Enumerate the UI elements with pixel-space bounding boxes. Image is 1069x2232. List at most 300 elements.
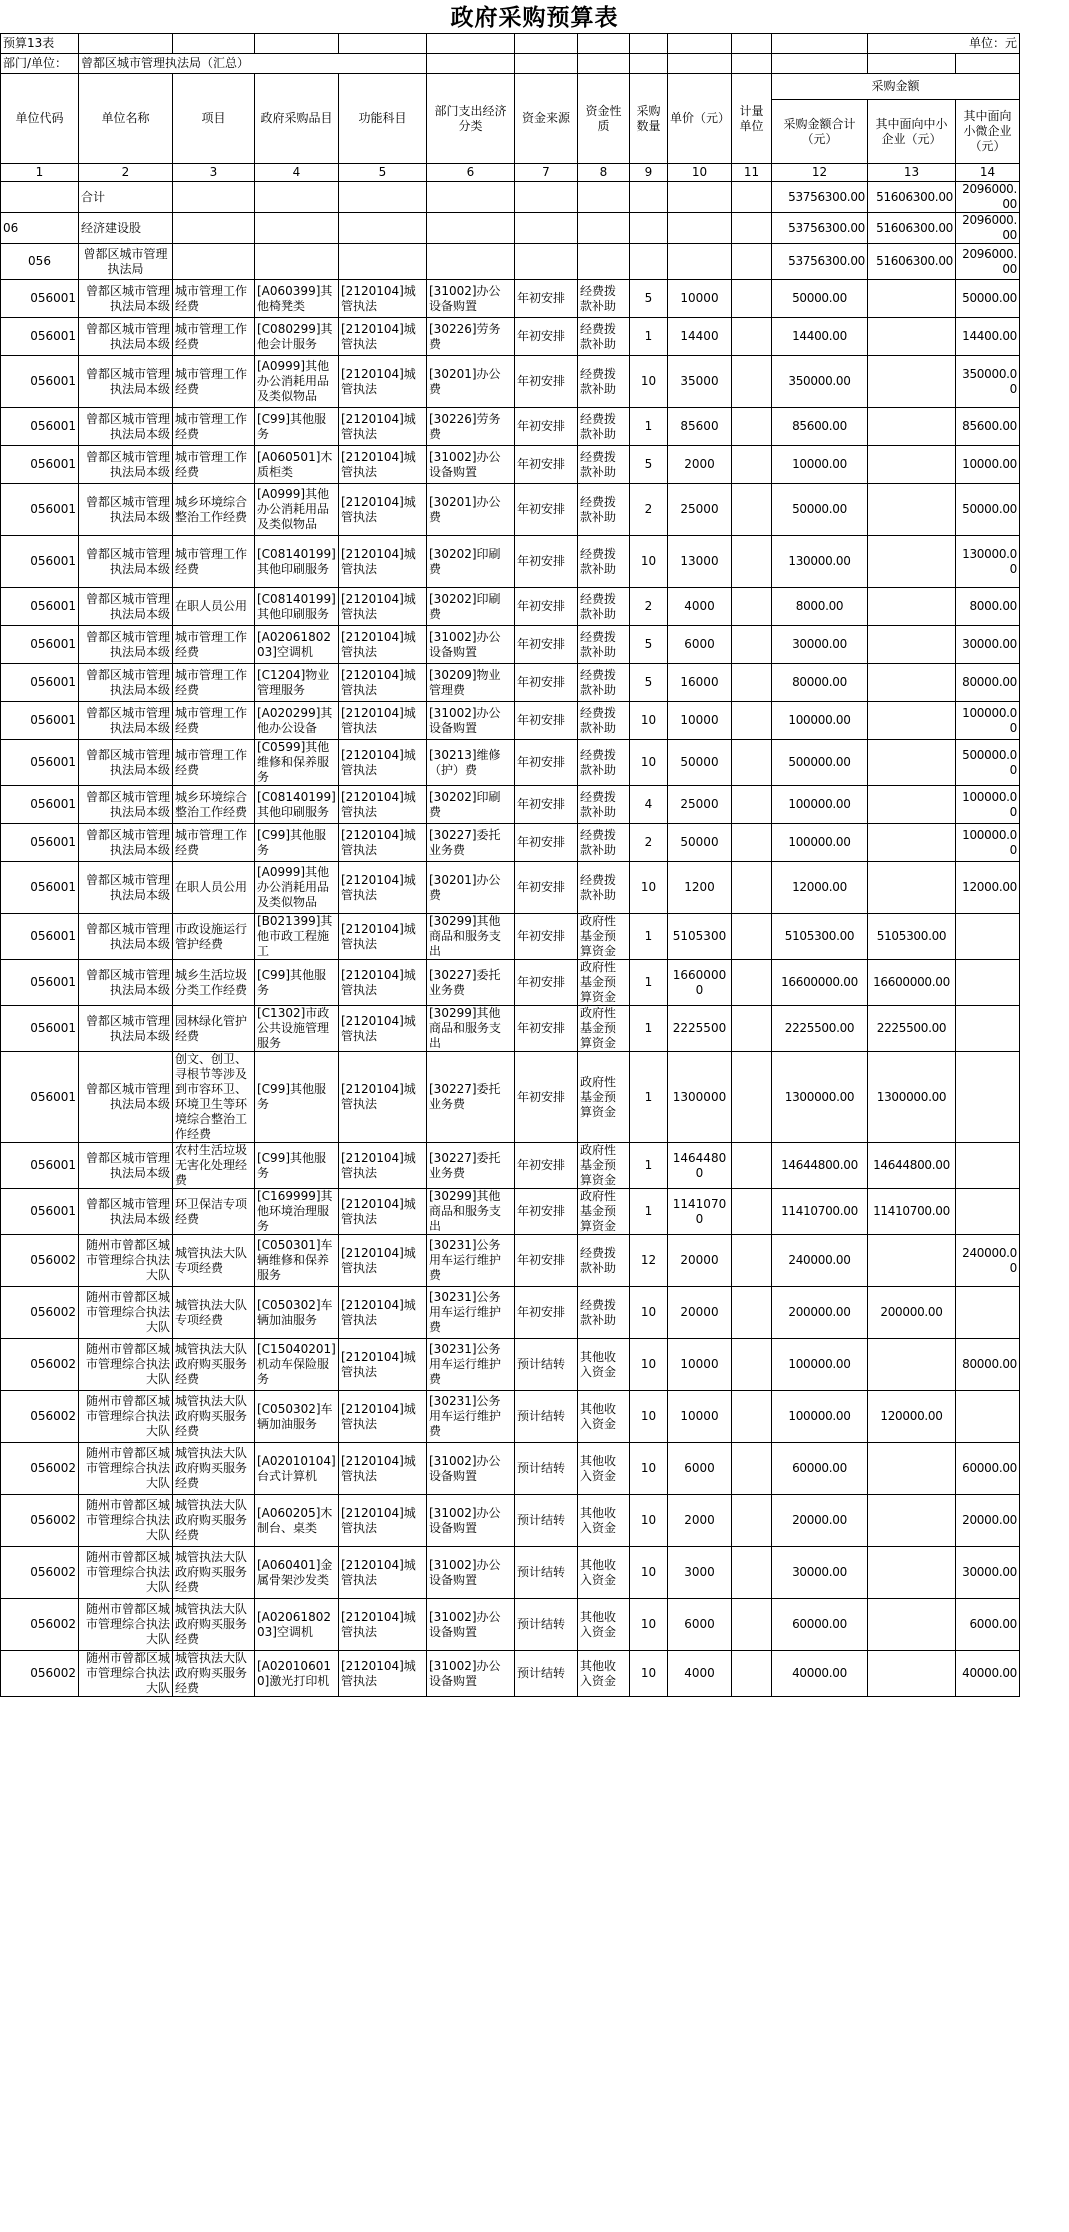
row-amount-sme <box>868 318 956 356</box>
row-econ-class: [30209]物业管理费 <box>427 664 515 702</box>
row-gov-item: [C08140199]其他印刷服务 <box>255 588 339 626</box>
header-project: 项目 <box>173 74 255 164</box>
summary-row <box>1 182 1020 213</box>
row-unit-name: 曾都区城市管理执法局本级 <box>79 824 173 862</box>
row-amount-total: 100000.00 <box>772 1339 868 1391</box>
row-price: 2225500 <box>668 1006 732 1052</box>
row-price: 10000 <box>668 1339 732 1391</box>
row-econ-class: [31002]办公设备购置 <box>427 626 515 664</box>
row-project: 在职人员公用 <box>173 588 255 626</box>
header-gov-item: 政府采购品目 <box>255 74 339 164</box>
row-gov-item: [C050302]车辆加油服务 <box>255 1391 339 1443</box>
row-quantity: 1 <box>630 1143 668 1189</box>
row-project: 城乡环境综合整治工作经费 <box>173 484 255 536</box>
row-unit-code: 056001 <box>1 1006 79 1052</box>
row-func-subject: [2120104]城管执法 <box>339 914 427 960</box>
row-func-subject: [2120104]城管执法 <box>339 280 427 318</box>
row-unit-code: 056001 <box>1 484 79 536</box>
row-unit-name: 曾都区城市管理执法局本级 <box>79 862 173 914</box>
row-fund-nature: 经费拨款补助 <box>578 862 630 914</box>
row-project: 农村生活垃圾无害化处理经费 <box>173 1143 255 1189</box>
row-fund-nature: 经费拨款补助 <box>578 588 630 626</box>
row-amount-micro: 100000.00 <box>956 702 1020 740</box>
row-amount-total: 30000.00 <box>772 626 868 664</box>
header-unit-name: 单位名称 <box>79 74 173 164</box>
row-price: 10000 <box>668 702 732 740</box>
row-measure-unit <box>732 356 772 408</box>
meta-row <box>1 34 1020 54</box>
row-unit-name: 随州市曾都区城市管理综合执法大队 <box>79 1339 173 1391</box>
row-fund-nature: 政府性基金预算资金 <box>578 1006 630 1052</box>
row-quantity: 1 <box>630 318 668 356</box>
row-econ-class: [30213]维修（护）费 <box>427 740 515 786</box>
header-func-subject: 功能科目 <box>339 74 427 164</box>
row-func-subject: [2120104]城管执法 <box>339 1287 427 1339</box>
row-project: 城管执法大队政府购买服务经费 <box>173 1599 255 1651</box>
row-gov-item: [A060501]木质柜类 <box>255 446 339 484</box>
row-amount-total: 50000.00 <box>772 484 868 536</box>
row-fund-nature: 经费拨款补助 <box>578 356 630 408</box>
row-fund-source: 年初安排 <box>515 626 578 664</box>
header-amount-micro: 其中面向小微企业（元） <box>956 100 1020 164</box>
row-amount-micro <box>956 1287 1020 1339</box>
empty-cell <box>515 182 578 213</box>
row-price: 6000 <box>668 1599 732 1651</box>
row-amount-total: 200000.00 <box>772 1287 868 1339</box>
row-measure-unit <box>732 408 772 446</box>
empty-cell <box>668 213 732 244</box>
row-price: 3000 <box>668 1547 732 1599</box>
row-price: 25000 <box>668 786 732 824</box>
row-quantity: 10 <box>630 1287 668 1339</box>
row-gov-item: [C99]其他服务 <box>255 1143 339 1189</box>
row-gov-item: [A0999]其他办公消耗用品及类似物品 <box>255 862 339 914</box>
row-fund-nature: 经费拨款补助 <box>578 280 630 318</box>
row-gov-item: [C0599]其他维修和保养服务 <box>255 740 339 786</box>
row-fund-nature: 经费拨款补助 <box>578 664 630 702</box>
empty-cell <box>339 213 427 244</box>
row-measure-unit <box>732 702 772 740</box>
row-unit-code: 056001 <box>1 1143 79 1189</box>
table-row <box>1 786 1020 824</box>
row-amount-total: 80000.00 <box>772 664 868 702</box>
row-project: 城市管理工作经费 <box>173 664 255 702</box>
row-unit-name: 曾都区城市管理执法局本级 <box>79 588 173 626</box>
row-amount-sme: 5105300.00 <box>868 914 956 960</box>
header-amount-sme: 其中面向中小企业（元） <box>868 100 956 164</box>
empty-cell <box>339 244 427 280</box>
row-fund-source: 年初安排 <box>515 484 578 536</box>
row-fund-nature: 政府性基金预算资金 <box>578 1052 630 1143</box>
row-amount-sme <box>868 1235 956 1287</box>
row-unit-code: 056001 <box>1 960 79 1006</box>
row-func-subject: [2120104]城管执法 <box>339 1495 427 1547</box>
row-unit-name: 曾都区城市管理执法局本级 <box>79 786 173 824</box>
header-price: 单价（元） <box>668 74 732 164</box>
procurement-table <box>0 33 1020 1697</box>
unit-note: 单位：元 <box>868 34 1020 54</box>
summary-micro: 2096000.00 <box>956 213 1020 244</box>
row-unit-code: 056002 <box>1 1651 79 1697</box>
row-econ-class: [31002]办公设备购置 <box>427 446 515 484</box>
row-project: 城管执法大队政府购买服务经费 <box>173 1651 255 1697</box>
row-func-subject: [2120104]城管执法 <box>339 588 427 626</box>
row-quantity: 5 <box>630 664 668 702</box>
row-gov-item: [C99]其他服务 <box>255 1052 339 1143</box>
empty-cell <box>668 182 732 213</box>
row-fund-nature: 经费拨款补助 <box>578 318 630 356</box>
row-unit-name: 曾都区城市管理执法局本级 <box>79 1052 173 1143</box>
row-econ-class: [31002]办公设备购置 <box>427 1651 515 1697</box>
row-fund-nature: 其他收入资金 <box>578 1391 630 1443</box>
row-amount-micro: 14400.00 <box>956 318 1020 356</box>
row-project: 城市管理工作经费 <box>173 740 255 786</box>
row-amount-sme <box>868 536 956 588</box>
row-quantity: 10 <box>630 702 668 740</box>
row-unit-name: 曾都区城市管理执法局本级 <box>79 664 173 702</box>
row-unit-name: 曾都区城市管理执法局本级 <box>79 702 173 740</box>
col-number: 14 <box>956 164 1020 182</box>
row-func-subject: [2120104]城管执法 <box>339 1547 427 1599</box>
table-row <box>1 626 1020 664</box>
row-amount-total: 16600000.00 <box>772 960 868 1006</box>
table-row <box>1 280 1020 318</box>
row-unit-name: 随州市曾都区城市管理综合执法大队 <box>79 1651 173 1697</box>
row-amount-sme: 2225500.00 <box>868 1006 956 1052</box>
row-fund-nature: 政府性基金预算资金 <box>578 914 630 960</box>
row-measure-unit <box>732 824 772 862</box>
row-gov-item: [A020299]其他办公设备 <box>255 702 339 740</box>
row-gov-item: [A0999]其他办公消耗用品及类似物品 <box>255 356 339 408</box>
col-number: 7 <box>515 164 578 182</box>
row-func-subject: [2120104]城管执法 <box>339 1052 427 1143</box>
table-row <box>1 1599 1020 1651</box>
row-func-subject: [2120104]城管执法 <box>339 786 427 824</box>
row-amount-total: 14400.00 <box>772 318 868 356</box>
row-unit-code: 056001 <box>1 740 79 786</box>
row-fund-source: 年初安排 <box>515 1052 578 1143</box>
row-quantity: 1 <box>630 1052 668 1143</box>
row-quantity: 4 <box>630 786 668 824</box>
row-fund-source: 年初安排 <box>515 318 578 356</box>
row-quantity: 10 <box>630 740 668 786</box>
row-amount-sme: 200000.00 <box>868 1287 956 1339</box>
row-amount-micro: 80000.00 <box>956 664 1020 702</box>
table-row <box>1 1287 1020 1339</box>
row-measure-unit <box>732 1287 772 1339</box>
row-measure-unit <box>732 914 772 960</box>
row-price: 1200 <box>668 862 732 914</box>
row-amount-total: 100000.00 <box>772 1391 868 1443</box>
row-measure-unit <box>732 1443 772 1495</box>
row-fund-source: 年初安排 <box>515 1189 578 1235</box>
row-project: 市政设施运行管护经费 <box>173 914 255 960</box>
row-amount-sme <box>868 1495 956 1547</box>
header-unit-code: 单位代码 <box>1 74 79 164</box>
row-price: 10000 <box>668 1391 732 1443</box>
row-unit-code: 056001 <box>1 862 79 914</box>
row-econ-class: [30231]公务用车运行维护费 <box>427 1235 515 1287</box>
row-fund-source: 年初安排 <box>515 740 578 786</box>
row-fund-nature: 经费拨款补助 <box>578 408 630 446</box>
empty-cell <box>427 213 515 244</box>
row-gov-item: [B021399]其他市政工程施工 <box>255 914 339 960</box>
row-amount-micro <box>956 914 1020 960</box>
row-price: 20000 <box>668 1235 732 1287</box>
empty-cell <box>732 213 772 244</box>
row-price: 16000 <box>668 664 732 702</box>
row-quantity: 1 <box>630 1006 668 1052</box>
row-fund-source: 年初安排 <box>515 536 578 588</box>
row-amount-sme <box>868 588 956 626</box>
row-fund-nature: 经费拨款补助 <box>578 626 630 664</box>
row-unit-code: 056001 <box>1 914 79 960</box>
row-measure-unit <box>732 786 772 824</box>
row-amount-micro: 100000.00 <box>956 786 1020 824</box>
row-fund-nature: 经费拨款补助 <box>578 484 630 536</box>
row-econ-class: [30201]办公费 <box>427 862 515 914</box>
row-fund-source: 年初安排 <box>515 664 578 702</box>
row-quantity: 1 <box>630 1189 668 1235</box>
row-quantity: 10 <box>630 536 668 588</box>
row-amount-sme <box>868 626 956 664</box>
row-func-subject: [2120104]城管执法 <box>339 1599 427 1651</box>
row-amount-sme <box>868 356 956 408</box>
row-amount-sme <box>868 1599 956 1651</box>
row-quantity: 1 <box>630 960 668 1006</box>
row-amount-sme: 16600000.00 <box>868 960 956 1006</box>
row-unit-name: 曾都区城市管理执法局本级 <box>79 914 173 960</box>
row-amount-sme <box>868 1651 956 1697</box>
row-gov-item: [C99]其他服务 <box>255 960 339 1006</box>
row-price: 16600000 <box>668 960 732 1006</box>
row-amount-sme <box>868 1443 956 1495</box>
row-func-subject: [2120104]城管执法 <box>339 536 427 588</box>
col-number: 5 <box>339 164 427 182</box>
row-fund-nature: 其他收入资金 <box>578 1599 630 1651</box>
row-project: 城市管理工作经费 <box>173 318 255 356</box>
row-unit-code: 056001 <box>1 824 79 862</box>
row-quantity: 10 <box>630 356 668 408</box>
row-func-subject: [2120104]城管执法 <box>339 626 427 664</box>
row-unit-code: 056001 <box>1 702 79 740</box>
row-amount-sme <box>868 1339 956 1391</box>
row-fund-nature: 经费拨款补助 <box>578 446 630 484</box>
row-amount-total: 100000.00 <box>772 824 868 862</box>
row-amount-total: 100000.00 <box>772 702 868 740</box>
row-unit-name: 随州市曾都区城市管理综合执法大队 <box>79 1235 173 1287</box>
row-econ-class: [31002]办公设备购置 <box>427 1495 515 1547</box>
row-gov-item: [C1302]市政公共设施管理服务 <box>255 1006 339 1052</box>
row-amount-total: 2225500.00 <box>772 1006 868 1052</box>
row-func-subject: [2120104]城管执法 <box>339 1443 427 1495</box>
row-project: 创文、创卫、寻根节等涉及到市容环卫、环境卫生等环境综合整治工作经费 <box>173 1052 255 1143</box>
col-number-row <box>1 164 1020 182</box>
table-row <box>1 1651 1020 1697</box>
row-fund-source: 年初安排 <box>515 824 578 862</box>
summary-total: 53756300.00 <box>772 244 868 280</box>
row-quantity: 10 <box>630 1495 668 1547</box>
row-gov-item: [C08140199]其他印刷服务 <box>255 536 339 588</box>
row-unit-code: 056001 <box>1 318 79 356</box>
row-project: 城市管理工作经费 <box>173 626 255 664</box>
row-price: 50000 <box>668 824 732 862</box>
row-amount-sme <box>868 446 956 484</box>
row-amount-micro: 50000.00 <box>956 280 1020 318</box>
row-unit-code: 056001 <box>1 1052 79 1143</box>
row-fund-source: 预计结转 <box>515 1443 578 1495</box>
row-amount-micro: 12000.00 <box>956 862 1020 914</box>
row-amount-sme: 11410700.00 <box>868 1189 956 1235</box>
row-unit-code: 056002 <box>1 1599 79 1651</box>
row-project: 城市管理工作经费 <box>173 280 255 318</box>
empty-cell <box>255 213 339 244</box>
summary-total: 53756300.00 <box>772 182 868 213</box>
row-quantity: 5 <box>630 280 668 318</box>
row-func-subject: [2120104]城管执法 <box>339 1143 427 1189</box>
row-func-subject: [2120104]城管执法 <box>339 484 427 536</box>
row-func-subject: [2120104]城管执法 <box>339 1339 427 1391</box>
row-fund-source: 预计结转 <box>515 1547 578 1599</box>
row-price: 4000 <box>668 588 732 626</box>
row-unit-code: 056001 <box>1 588 79 626</box>
row-amount-total: 100000.00 <box>772 786 868 824</box>
table-row <box>1 824 1020 862</box>
row-project: 城管执法大队政府购买服务经费 <box>173 1547 255 1599</box>
row-unit-code: 056001 <box>1 408 79 446</box>
row-price: 35000 <box>668 356 732 408</box>
table-row <box>1 914 1020 960</box>
row-fund-source: 年初安排 <box>515 862 578 914</box>
row-unit-code: 056002 <box>1 1287 79 1339</box>
row-econ-class: [31002]办公设备购置 <box>427 1547 515 1599</box>
row-fund-source: 预计结转 <box>515 1339 578 1391</box>
row-amount-micro: 30000.00 <box>956 1547 1020 1599</box>
empty-cell <box>427 244 515 280</box>
row-func-subject: [2120104]城管执法 <box>339 1189 427 1235</box>
row-price: 11410700 <box>668 1189 732 1235</box>
row-fund-nature: 经费拨款补助 <box>578 824 630 862</box>
row-unit-name: 随州市曾都区城市管理综合执法大队 <box>79 1391 173 1443</box>
row-measure-unit <box>732 960 772 1006</box>
row-unit-name: 曾都区城市管理执法局本级 <box>79 356 173 408</box>
row-price: 25000 <box>668 484 732 536</box>
row-price: 14644800 <box>668 1143 732 1189</box>
row-amount-sme <box>868 484 956 536</box>
row-fund-source: 年初安排 <box>515 408 578 446</box>
row-project: 城市管理工作经费 <box>173 702 255 740</box>
row-amount-total: 40000.00 <box>772 1651 868 1697</box>
row-fund-nature: 政府性基金预算资金 <box>578 960 630 1006</box>
row-func-subject: [2120104]城管执法 <box>339 356 427 408</box>
row-econ-class: [31002]办公设备购置 <box>427 1599 515 1651</box>
table-row <box>1 1339 1020 1391</box>
row-func-subject: [2120104]城管执法 <box>339 318 427 356</box>
row-unit-name: 曾都区城市管理执法局本级 <box>79 318 173 356</box>
col-number: 12 <box>772 164 868 182</box>
row-amount-micro: 80000.00 <box>956 1339 1020 1391</box>
row-project: 城管执法大队政府购买服务经费 <box>173 1339 255 1391</box>
row-amount-micro: 30000.00 <box>956 626 1020 664</box>
row-econ-class: [30227]委托业务费 <box>427 1052 515 1143</box>
row-unit-code: 056002 <box>1 1443 79 1495</box>
row-price: 1300000 <box>668 1052 732 1143</box>
header-measure-unit: 计量单位 <box>732 74 772 164</box>
empty-cell <box>173 244 255 280</box>
row-measure-unit <box>732 740 772 786</box>
row-amount-total: 85600.00 <box>772 408 868 446</box>
row-func-subject: [2120104]城管执法 <box>339 1651 427 1697</box>
row-fund-source: 年初安排 <box>515 702 578 740</box>
row-price: 50000 <box>668 740 732 786</box>
row-gov-item: [A060205]木制台、桌类 <box>255 1495 339 1547</box>
row-quantity: 10 <box>630 1391 668 1443</box>
row-unit-code: 056002 <box>1 1391 79 1443</box>
row-fund-nature: 其他收入资金 <box>578 1547 630 1599</box>
table-row <box>1 1443 1020 1495</box>
row-measure-unit <box>732 446 772 484</box>
row-amount-sme <box>868 786 956 824</box>
row-func-subject: [2120104]城管执法 <box>339 740 427 786</box>
summary-micro: 2096000.00 <box>956 182 1020 213</box>
row-price: 6000 <box>668 1443 732 1495</box>
row-func-subject: [2120104]城管执法 <box>339 960 427 1006</box>
row-amount-micro <box>956 1006 1020 1052</box>
row-measure-unit <box>732 536 772 588</box>
row-fund-source: 年初安排 <box>515 356 578 408</box>
summary-sme: 51606300.00 <box>868 182 956 213</box>
row-price: 85600 <box>668 408 732 446</box>
row-amount-sme <box>868 740 956 786</box>
col-number: 2 <box>79 164 173 182</box>
row-quantity: 10 <box>630 862 668 914</box>
row-amount-micro: 100000.00 <box>956 824 1020 862</box>
row-measure-unit <box>732 1651 772 1697</box>
col-number: 11 <box>732 164 772 182</box>
empty-cell <box>515 213 578 244</box>
row-amount-total: 130000.00 <box>772 536 868 588</box>
row-amount-micro <box>956 1391 1020 1443</box>
row-fund-nature: 经费拨款补助 <box>578 740 630 786</box>
row-amount-micro: 6000.00 <box>956 1599 1020 1651</box>
row-unit-name: 曾都区城市管理执法局本级 <box>79 536 173 588</box>
table-row <box>1 484 1020 536</box>
table-row <box>1 1143 1020 1189</box>
header-fund-nature: 资金性质 <box>578 74 630 164</box>
row-func-subject: [2120104]城管执法 <box>339 1235 427 1287</box>
row-project: 城管执法大队政府购买服务经费 <box>173 1495 255 1547</box>
row-func-subject: [2120104]城管执法 <box>339 824 427 862</box>
row-amount-total: 10000.00 <box>772 446 868 484</box>
row-unit-name: 曾都区城市管理执法局本级 <box>79 626 173 664</box>
table-row <box>1 1391 1020 1443</box>
summary-code: 056 <box>1 244 79 280</box>
empty-cell <box>255 182 339 213</box>
row-amount-total: 1300000.00 <box>772 1052 868 1143</box>
table-row <box>1 1052 1020 1143</box>
row-unit-code: 056001 <box>1 280 79 318</box>
row-amount-micro: 240000.00 <box>956 1235 1020 1287</box>
row-measure-unit <box>732 1339 772 1391</box>
row-unit-code: 056002 <box>1 1235 79 1287</box>
empty-cell <box>578 213 630 244</box>
row-fund-source: 年初安排 <box>515 280 578 318</box>
row-fund-source: 年初安排 <box>515 786 578 824</box>
row-measure-unit <box>732 1052 772 1143</box>
document-title: 政府采购预算表 <box>450 4 619 31</box>
empty-cell <box>578 182 630 213</box>
header-row-1 <box>1 74 1020 100</box>
